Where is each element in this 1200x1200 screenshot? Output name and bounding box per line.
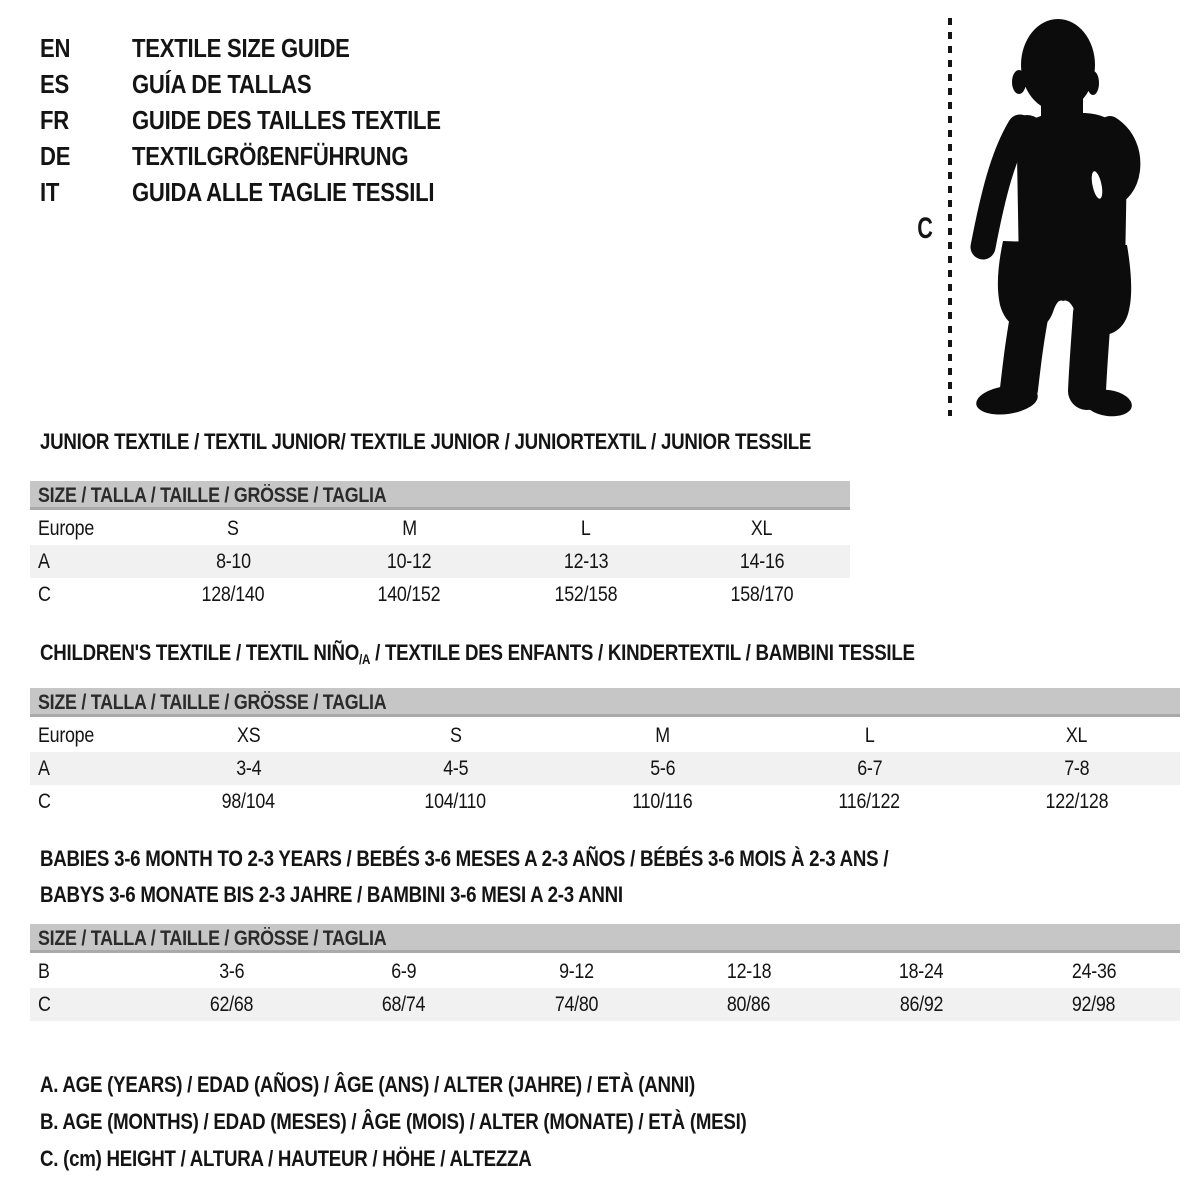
value-cell: 140/152 bbox=[378, 582, 441, 606]
value-cell: 12-13 bbox=[563, 549, 608, 573]
title-part: / TEXTILE DES ENFANTS / KINDERTEXTIL / BAMBINI TESSILE bbox=[370, 640, 915, 665]
section-title-children bbox=[40, 640, 915, 673]
value-cell: 4-5 bbox=[442, 756, 469, 780]
language-row bbox=[40, 30, 495, 66]
measurement-legend bbox=[40, 1066, 871, 1177]
value-cell: S bbox=[449, 723, 462, 747]
size-table-babies bbox=[30, 924, 1180, 1021]
table-row-age bbox=[30, 545, 850, 578]
value-cell: 6-9 bbox=[391, 959, 417, 983]
legend-line-a: A. AGE (YEARS) / EDAD (AÑOS) / ÂGE (ANS) / ALTER (JAHRE) / ETÀ (ANNI) bbox=[40, 1071, 695, 1097]
row-label: C bbox=[38, 992, 51, 1016]
baby-silhouette bbox=[974, 19, 1133, 419]
value-cell: 158/170 bbox=[730, 582, 794, 606]
language-row bbox=[40, 138, 495, 174]
size-table-junior bbox=[30, 481, 850, 611]
language-row bbox=[40, 66, 495, 102]
row-label: C bbox=[38, 582, 51, 606]
row-label: B bbox=[38, 959, 50, 983]
title-part: CHILDREN'S TEXTILE / TEXTIL NIÑO bbox=[40, 640, 360, 665]
table-row-age bbox=[30, 752, 1180, 785]
language-title: TEXTILGRÖßENFÜHRUNG bbox=[132, 140, 409, 171]
row-label: Europe bbox=[38, 723, 95, 747]
value-cell: 116/122 bbox=[838, 789, 901, 813]
value-cell: 122/128 bbox=[1045, 789, 1108, 813]
value-cell: 80/86 bbox=[727, 992, 771, 1016]
size-table-children bbox=[30, 688, 1180, 818]
table-row-europe bbox=[30, 512, 850, 545]
value-cell: M bbox=[655, 723, 670, 747]
legend-line-b: B. AGE (MONTHS) / EDAD (MESES) / ÂGE (MOIS) / ALTER (MONATE) / ETÀ (MESI) bbox=[40, 1108, 747, 1134]
value-cell: 10-12 bbox=[387, 549, 432, 573]
value-cell: 14-16 bbox=[739, 549, 785, 573]
language-title: GUIDE DES TAILLES TEXTILE bbox=[132, 104, 441, 135]
value-cell: XL bbox=[751, 516, 773, 540]
language-title: GUÍA DE TALLAS bbox=[132, 68, 312, 99]
section-title-babies-line2: BABYS 3-6 MONATE BIS 2-3 JAHRE / BAMBINI 3-6 MESI A 2-3 ANNI bbox=[40, 882, 623, 907]
value-cell: 104/110 bbox=[424, 789, 487, 813]
size-header-bar bbox=[30, 688, 1180, 717]
row-label: A bbox=[38, 756, 50, 780]
value-cell: L bbox=[580, 516, 591, 540]
value-cell: 62/68 bbox=[209, 992, 253, 1016]
size-header-bar bbox=[30, 481, 850, 510]
language-code: EN bbox=[40, 32, 71, 63]
table-row-height bbox=[30, 785, 1180, 818]
value-cell: 18-24 bbox=[899, 959, 944, 983]
value-cell: 92/98 bbox=[1072, 992, 1116, 1016]
baby-silhouette-figure bbox=[930, 14, 1145, 419]
value-cell: 152/158 bbox=[554, 582, 617, 606]
value-cell: 3-6 bbox=[218, 959, 244, 983]
value-cell: XL bbox=[1065, 723, 1088, 747]
value-cell: 86/92 bbox=[899, 992, 943, 1016]
value-cell: 9-12 bbox=[558, 959, 594, 983]
value-cell: 74/80 bbox=[554, 992, 598, 1016]
language-code: DE bbox=[40, 140, 71, 171]
value-cell: XS bbox=[236, 723, 261, 747]
language-code: ES bbox=[40, 68, 69, 99]
value-cell: 5-6 bbox=[649, 756, 676, 780]
value-cell: 98/104 bbox=[221, 789, 276, 813]
size-header-label: SIZE / TALLA / TAILLE / GRÖSSE / TAGLIA bbox=[38, 690, 387, 714]
value-cell: S bbox=[227, 516, 239, 540]
language-code: FR bbox=[40, 104, 69, 135]
value-cell: 110/116 bbox=[632, 789, 693, 813]
language-title: GUIDA ALLE TAGLIE TESSILI bbox=[132, 176, 435, 207]
table-row-height bbox=[30, 578, 850, 611]
value-cell: 24-36 bbox=[1071, 959, 1116, 983]
size-header-label: SIZE / TALLA / TAILLE / GRÖSSE / TAGLIA bbox=[38, 483, 387, 507]
figure-height-label: C bbox=[917, 212, 933, 245]
value-cell: 6-7 bbox=[856, 756, 883, 780]
value-cell: 8-10 bbox=[215, 549, 251, 573]
row-label: A bbox=[38, 549, 50, 573]
legend-line-c: C. (cm) HEIGHT / ALTURA / HAUTEUR / HÖHE / ALTEZZA bbox=[40, 1145, 532, 1171]
title-subscript: /A bbox=[359, 651, 371, 667]
language-row bbox=[40, 102, 495, 138]
table-row-months bbox=[30, 955, 1180, 988]
language-code: IT bbox=[40, 176, 60, 207]
table-row-height bbox=[30, 988, 1180, 1021]
value-cell: L bbox=[864, 723, 875, 747]
value-cell: 7-8 bbox=[1063, 756, 1090, 780]
section-title-babies-line1: BABIES 3-6 MONTH TO 2-3 YEARS / BEBÉS 3-6 MESES A 2-3 AÑOS / BÉBÉS 3-6 MOIS À 2-3 ANS / bbox=[40, 846, 889, 871]
row-label: Europe bbox=[38, 516, 95, 540]
value-cell: M bbox=[402, 516, 417, 540]
value-cell: 12-18 bbox=[726, 959, 771, 983]
row-label: C bbox=[38, 789, 51, 813]
value-cell: 68/74 bbox=[382, 992, 426, 1016]
size-header-bar bbox=[30, 924, 1180, 953]
language-title: TEXTILE SIZE GUIDE bbox=[132, 32, 350, 63]
value-cell: 3-4 bbox=[235, 756, 262, 780]
size-header-label: SIZE / TALLA / TAILLE / GRÖSSE / TAGLIA bbox=[38, 926, 387, 950]
section-title-junior: JUNIOR TEXTILE / TEXTIL JUNIOR/ TEXTILE JUNIOR / JUNIORTEXTIL / JUNIOR TESSILE bbox=[40, 429, 812, 454]
language-row bbox=[40, 174, 495, 210]
language-title-block bbox=[40, 30, 495, 210]
table-row-europe bbox=[30, 719, 1180, 752]
value-cell: 128/140 bbox=[201, 582, 265, 606]
